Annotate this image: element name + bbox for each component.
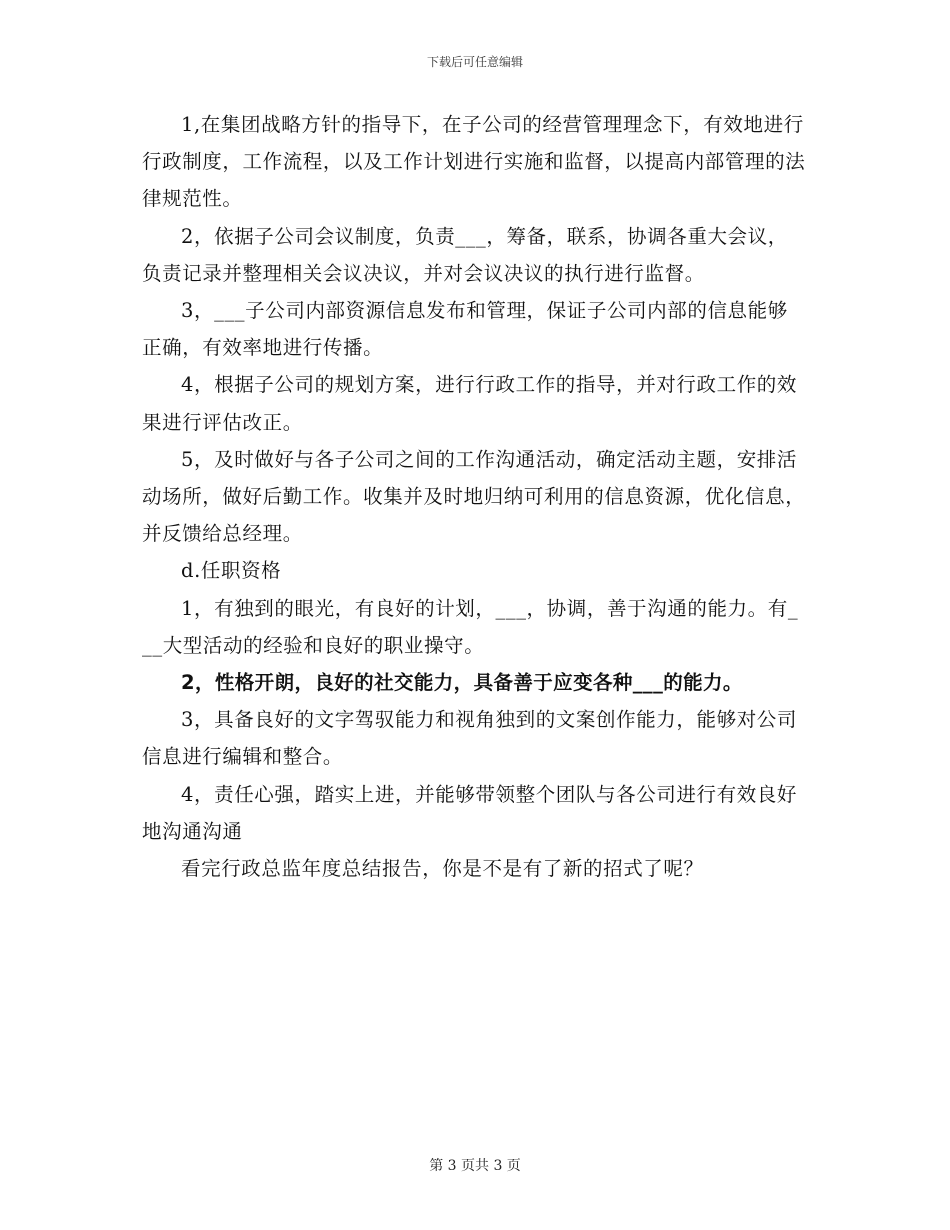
paragraph-duty-4: 4，根据子公司的规划方案，进行行政工作的指导，并对行政工作的效果进行评估改正。: [142, 373, 798, 434]
page-header: 下载后可任意编辑: [426, 55, 523, 69]
paragraph-duty-5: 5，及时做好与各子公司之间的工作沟通活动，确定活动主题，安排活动场所，做好后勤工作。收集并及时地归纳可利用的信息资源，优化信息，并反馈给总经理。: [142, 447, 806, 546]
paragraph-duty-3: 3，___子公司内部资源信息发布和管理，保证子公司内部的信息能够正确，有效率地进行传播。: [142, 299, 788, 360]
page-footer: 第 3 页共 3 页: [429, 1158, 521, 1174]
paragraph-qualification-4: 4，责任心强，踏实上进，并能够带领整个团队与各公司进行有效良好地沟通沟通: [142, 782, 798, 843]
document-body: [142, 106, 806, 887]
paragraph-qualification-1: 1，有独到的眼光，有良好的计划，___，协调，善于沟通的能力。有___大型活动的经验和良好的职业操守。: [142, 596, 799, 657]
paragraph-qualification-2: 2，性格开朗，良好的社交能力，具备善于应变各种___的能力。: [181, 671, 743, 695]
closing-paragraph: 看完行政总监年度总结报告，你是不是有了新的招式了呢？: [181, 857, 704, 881]
paragraph-duty-1: 1,在集团战略方针的指导下，在子公司的经营管理理念下，有效地进行行政制度，工作流程，以及工作计划进行实施和监督，以提高内部管理的法律规范性。: [142, 113, 806, 211]
section-heading-qualifications: d.任职资格: [181, 559, 282, 583]
paragraph-qualification-3: 3，具备良好的文字驾驭能力和视角独到的文案创作能力，能够对公司信息进行编辑和整合。: [142, 708, 798, 769]
paragraph-duty-2: 2，依据子公司会议制度，负责___，筹备，联系，协调各重大会议，负责记录并整理相关会议决议，并对会议决议的执行进行监督。: [142, 224, 788, 285]
